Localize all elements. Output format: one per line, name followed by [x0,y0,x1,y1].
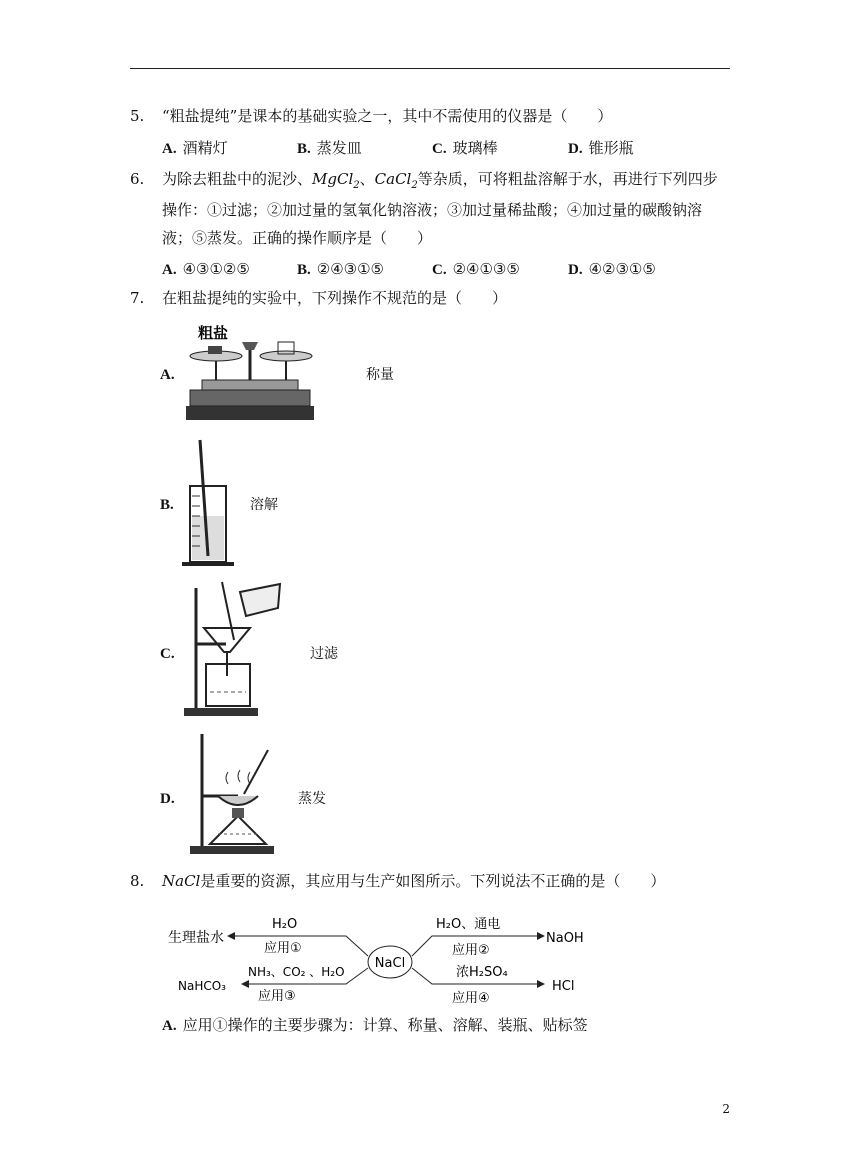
svg-text:应用②: 应用② [452,943,490,958]
question-number: 7. [130,289,145,307]
q7-caption-b: 溶解 [250,497,278,513]
svg-text:浓H₂SO₄: 浓H₂SO₄ [456,965,508,980]
question-text: “粗盐提纯”是课本的基础实验之一，其中不需使用的仪器是（ ） [162,107,613,125]
saline-label: 生理盐水 [168,930,224,946]
svg-text:HCl: HCl [552,979,575,994]
q7-caption-c: 过滤 [310,646,338,662]
balance-figure [186,320,316,422]
q6-option-d: D. ④②③①⑤ [568,260,656,278]
nacl-application-diagram [166,906,606,1010]
q7-caption-d: 蒸发 [298,791,326,807]
q7-option-d-label: D. [160,791,175,807]
q5-option-b: B. 蒸发皿 [297,139,362,157]
q8-option-a: A. 应用①操作的主要步骤为：计算、称量、溶解、装瓶、贴标签 [162,1016,588,1034]
svg-text:应用①: 应用① [264,941,302,956]
filtration-figure [182,580,286,720]
question-8: 8. NaCl是重要的资源，其应用与生产如图所示。下列说法不正确的是（ ） [130,872,666,890]
page-number: 2 [722,1102,730,1116]
question-5 [130,106,612,126]
svg-text:NaOH: NaOH [546,931,584,946]
question-number: 5. [130,107,145,125]
svg-text:H₂O: H₂O [272,917,298,932]
coarse-salt-label: 粗盐 [198,324,229,342]
q5-option-c: C. 玻璃棒 [432,139,498,157]
evaporation-figure [188,728,284,858]
cylinder-figure [180,436,250,570]
q6-option-b: B. ②④③①⑤ [297,260,385,278]
question-number: 6. [130,170,145,188]
svg-text:NaHCO₃: NaHCO₃ [178,979,226,993]
question-6-line3: 液；⑤蒸发。正确的操作顺序是（ ） [162,229,433,247]
q7-option-c-label: C. [160,646,175,662]
q5-option-a: A. 酒精灯 [162,139,228,157]
center-label: NaCl [374,956,406,971]
question-7: 7. 在粗盐提纯的实验中，下列操作不规范的是（ ） [130,289,508,307]
svg-text:应用③: 应用③ [258,989,296,1004]
question-6-line1: 6. 为除去粗盐中的泥沙、MgCl$_2$、CaCl$_2$等杂质，可将粗盐溶解于水，再进行下列四步 [130,170,718,191]
q6-option-c: C. ②④①③⑤ [432,260,520,278]
q7-option-b-label: B. [160,497,174,513]
svg-text:NH₃、CO₂ 、H₂O: NH₃、CO₂ 、H₂O [248,965,345,979]
q7-caption-a: 称量 [366,367,394,383]
question-number: 8. [130,872,145,890]
header-rule [130,68,730,69]
q5-option-d: D. 锥形瓶 [568,139,634,157]
svg-text:应用④: 应用④ [452,991,490,1006]
q6-option-a: A. ④③①②⑤ [162,260,250,278]
svg-text:H₂O、通电: H₂O、通电 [436,917,501,932]
q7-option-a-label: A. [160,367,175,383]
question-6-line2: 操作：①过滤；②加过量的氢氧化钠溶液；③加过量稀盐酸；④加过量的碳酸钠溶 [162,201,703,219]
